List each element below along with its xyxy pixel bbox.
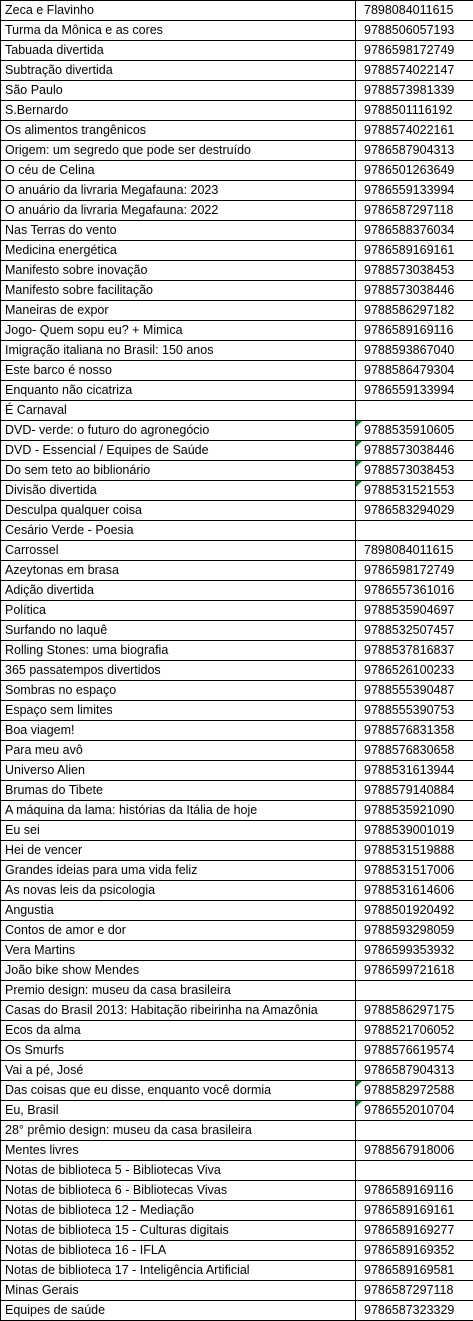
table-row [1, 1141, 473, 1161]
table-row [1, 681, 473, 701]
title-cell[interactable]: Notas de biblioteca 6 - Bibliotecas Vivas [1, 1181, 356, 1201]
title-cell[interactable]: Azeytonas em brasa [1, 561, 356, 581]
title-cell[interactable]: DVD- verde: o futuro do agronegócio [1, 421, 356, 441]
title-cell[interactable]: Os Smurfs [1, 1041, 356, 1061]
title-cell[interactable]: Notas de biblioteca 17 - Inteligência Artificial [1, 1261, 356, 1281]
isbn-cell[interactable] [356, 301, 473, 321]
isbn-value: 9788521706052 [364, 1023, 455, 1037]
isbn-value: 9788531614606 [364, 883, 455, 897]
table-row [1, 761, 473, 781]
title-cell[interactable]: Desculpa qualquer coisa [1, 501, 356, 521]
isbn-cell[interactable] [356, 121, 473, 141]
isbn-cell[interactable] [356, 1241, 473, 1261]
isbn-value: 9786589169161 [364, 243, 455, 257]
title-cell[interactable]: Sombras no espaço [1, 681, 356, 701]
isbn-cell[interactable] [356, 321, 473, 341]
isbn-cell[interactable] [356, 281, 473, 301]
isbn-value: 9788576619574 [364, 1043, 455, 1057]
isbn-value: 9786557361016 [364, 583, 455, 597]
table-row [1, 241, 473, 261]
table-row [1, 281, 473, 301]
table-row [1, 1041, 473, 1061]
isbn-cell[interactable] [356, 481, 473, 501]
table-row [1, 741, 473, 761]
isbn-cell[interactable] [356, 1101, 473, 1121]
table-row [1, 561, 473, 581]
isbn-cell[interactable] [356, 1081, 473, 1101]
table-row [1, 461, 473, 481]
title-cell[interactable]: Notas de biblioteca 5 - Bibliotecas Viva [1, 1161, 356, 1181]
table-row [1, 301, 473, 321]
table-row [1, 21, 473, 41]
isbn-value: 9788573038453 [364, 263, 455, 277]
table-row [1, 321, 473, 341]
title-cell[interactable]: 365 passatempos divertidos [1, 661, 356, 681]
isbn-value: 9786589169161 [364, 1203, 455, 1217]
isbn-cell[interactable] [356, 941, 473, 961]
title-cell[interactable]: Zeca e Flavinho [1, 1, 356, 21]
isbn-cell[interactable] [356, 681, 473, 701]
isbn-value: 9788574022147 [364, 63, 455, 77]
table-row [1, 861, 473, 881]
title-cell[interactable]: O anuário da livraria Megafauna: 2023 [1, 181, 356, 201]
title-cell[interactable]: Hei de vencer [1, 841, 356, 861]
title-cell[interactable]: Subtração divertida [1, 61, 356, 81]
isbn-value: 9788573038446 [364, 443, 455, 457]
isbn-value: 9786552010704 [364, 1103, 455, 1117]
isbn-cell[interactable] [356, 341, 473, 361]
title-cell[interactable]: Política [1, 601, 356, 621]
title-cell[interactable]: Os alimentos trangênicos [1, 121, 356, 141]
isbn-value: 9788576830658 [364, 743, 455, 757]
isbn-value: 9786559133994 [364, 183, 455, 197]
isbn-cell[interactable] [356, 781, 473, 801]
isbn-cell[interactable] [356, 181, 473, 201]
table-row [1, 781, 473, 801]
isbn-cell[interactable] [356, 541, 473, 561]
title-cell[interactable]: Espaço sem limites [1, 701, 356, 721]
title-cell[interactable]: Nas Terras do vento [1, 221, 356, 241]
isbn-value: 9786589169277 [364, 1223, 455, 1237]
isbn-cell[interactable] [356, 41, 473, 61]
isbn-cell[interactable] [356, 261, 473, 281]
table-row [1, 501, 473, 521]
isbn-value: 9788539001019 [364, 823, 455, 837]
table-row [1, 1081, 473, 1101]
isbn-cell[interactable] [356, 61, 473, 81]
isbn-cell[interactable] [356, 601, 473, 621]
table-row [1, 1181, 473, 1201]
isbn-cell[interactable] [356, 661, 473, 681]
table-row [1, 961, 473, 981]
isbn-cell[interactable] [356, 361, 473, 381]
table-row [1, 601, 473, 621]
table-row [1, 841, 473, 861]
table-row [1, 721, 473, 741]
title-cell[interactable]: DVD - Essencial / Equipes de Saúde [1, 441, 356, 461]
isbn-value: 9788586479304 [364, 363, 455, 377]
isbn-value: 9788501116192 [364, 103, 453, 117]
isbn-cell[interactable] [356, 241, 473, 261]
isbn-cell[interactable] [356, 101, 473, 121]
isbn-cell[interactable] [356, 1001, 473, 1021]
isbn-value: 9786526100233 [364, 663, 455, 677]
table-row [1, 181, 473, 201]
table-row [1, 1061, 473, 1081]
table-row [1, 541, 473, 561]
table-row [1, 801, 473, 821]
title-cell[interactable]: Imigração italiana no Brasil: 150 anos [1, 341, 356, 361]
isbn-cell[interactable] [356, 441, 473, 461]
title-cell[interactable]: Das coisas que eu disse, enquanto você dormia [1, 1081, 356, 1101]
isbn-value: 7898084011615 [364, 543, 454, 557]
isbn-value: 9788593298059 [364, 923, 455, 937]
isbn-value: 9788532507457 [364, 623, 455, 637]
isbn-value: 9786587904313 [364, 143, 455, 157]
table-row [1, 1161, 473, 1181]
error-indicator-icon [356, 421, 362, 427]
isbn-cell[interactable] [356, 1141, 473, 1161]
isbn-cell[interactable] [356, 1301, 473, 1321]
isbn-cell[interactable] [356, 881, 473, 901]
isbn-value: 9788579140884 [364, 783, 455, 797]
title-cell[interactable]: Medicina energética [1, 241, 356, 261]
isbn-value: 9786587297118 [364, 203, 454, 217]
isbn-cell[interactable] [356, 581, 473, 601]
table-row [1, 1221, 473, 1241]
isbn-value: 9788576831358 [364, 723, 455, 737]
isbn-value: 9786587297118 [364, 1283, 454, 1297]
table-row [1, 981, 473, 1001]
isbn-value: 7898084011615 [364, 3, 454, 17]
table-row [1, 401, 473, 421]
isbn-cell[interactable] [356, 901, 473, 921]
isbn-value: 9786598172749 [364, 43, 455, 57]
table-row [1, 201, 473, 221]
title-cell[interactable]: Angustia [1, 901, 356, 921]
isbn-cell[interactable] [356, 1021, 473, 1041]
title-cell[interactable]: Rolling Stones: uma biografia [1, 641, 356, 661]
title-cell[interactable]: Minas Gerais [1, 1281, 356, 1301]
isbn-cell[interactable] [356, 721, 473, 741]
title-cell[interactable]: Para meu avô [1, 741, 356, 761]
error-indicator-icon [356, 461, 362, 467]
isbn-value: 9788531521553 [364, 483, 455, 497]
isbn-cell[interactable] [356, 1201, 473, 1221]
isbn-cell[interactable] [356, 521, 473, 541]
isbn-value: 9788535921090 [364, 803, 455, 817]
title-cell[interactable]: Cesário Verde - Poesia [1, 521, 356, 541]
isbn-cell[interactable] [356, 1041, 473, 1061]
isbn-value: 9786587323329 [364, 1303, 455, 1317]
title-cell[interactable]: Brumas do Tibete [1, 781, 356, 801]
table-row [1, 161, 473, 181]
isbn-value: 9786501263649 [364, 163, 455, 177]
isbn-value: 9786599353932 [364, 943, 455, 957]
table-row [1, 81, 473, 101]
table-row [1, 381, 473, 401]
isbn-cell[interactable] [356, 501, 473, 521]
title-cell[interactable]: A máquina da lama: histórias da Itália de hoje [1, 801, 356, 821]
title-cell[interactable]: Contos de amor e dor [1, 921, 356, 941]
table-row [1, 121, 473, 141]
isbn-cell[interactable] [356, 1281, 473, 1301]
table-row [1, 481, 473, 501]
table-row [1, 261, 473, 281]
isbn-value: 9788535910605 [364, 423, 455, 437]
title-cell[interactable]: Grandes ideias para uma vida feliz [1, 861, 356, 881]
table-row [1, 621, 473, 641]
table-row [1, 1101, 473, 1121]
error-indicator-icon [356, 1101, 362, 1107]
isbn-cell[interactable] [356, 641, 473, 661]
table-row [1, 141, 473, 161]
title-cell[interactable]: Casas do Brasil 2013: Habitação ribeirinha na Amazônia [1, 1001, 356, 1021]
title-cell[interactable]: João bike show Mendes [1, 961, 356, 981]
isbn-cell[interactable] [356, 921, 473, 941]
isbn-cell[interactable] [356, 421, 473, 441]
title-cell[interactable]: Do sem teto ao biblionário [1, 461, 356, 481]
table-row [1, 101, 473, 121]
table-row [1, 1121, 473, 1141]
title-cell[interactable]: Ecos da alma [1, 1021, 356, 1041]
isbn-value: 9786559133994 [364, 383, 455, 397]
isbn-cell[interactable] [356, 381, 473, 401]
isbn-value: 9788531519888 [364, 843, 455, 857]
isbn-cell[interactable] [356, 801, 473, 821]
isbn-cell[interactable] [356, 21, 473, 41]
table-row [1, 521, 473, 541]
table-row [1, 821, 473, 841]
title-cell[interactable]: Este barco é nosso [1, 361, 356, 381]
isbn-value: 9786589169116 [364, 323, 454, 337]
title-cell[interactable]: Notas de biblioteca 12 - Mediação [1, 1201, 356, 1221]
table-row [1, 1001, 473, 1021]
isbn-cell[interactable] [356, 161, 473, 181]
isbn-cell[interactable] [356, 221, 473, 241]
isbn-value: 9788531517006 [364, 863, 455, 877]
isbn-value: 9788506057193 [364, 23, 455, 37]
isbn-cell[interactable] [356, 621, 473, 641]
title-cell[interactable]: Notas de biblioteca 15 - Culturas digitais [1, 1221, 356, 1241]
isbn-cell[interactable] [356, 761, 473, 781]
isbn-value: 9788531613944 [364, 763, 455, 777]
isbn-cell[interactable] [356, 961, 473, 981]
isbn-value: 9788555390753 [364, 703, 455, 717]
title-cell[interactable]: Equipes de saúde [1, 1301, 356, 1321]
title-cell[interactable]: Tabuada divertida [1, 41, 356, 61]
isbn-value: 9788582972588 [364, 1083, 455, 1097]
table-row [1, 1, 473, 21]
table-row [1, 1241, 473, 1261]
isbn-cell[interactable] [356, 401, 473, 421]
isbn-cell[interactable] [356, 821, 473, 841]
isbn-value: 9788586297182 [364, 303, 455, 317]
isbn-cell[interactable] [356, 141, 473, 161]
table-row [1, 581, 473, 601]
table-row [1, 1281, 473, 1301]
isbn-value: 9788574022161 [364, 123, 455, 137]
isbn-value: 9788586297175 [364, 1003, 455, 1017]
isbn-value: 9788537816837 [364, 643, 455, 657]
table-row [1, 41, 473, 61]
isbn-cell[interactable] [356, 981, 473, 1001]
isbn-cell[interactable] [356, 1121, 473, 1141]
title-cell[interactable]: Carrossel [1, 541, 356, 561]
title-cell[interactable]: Turma da Mônica e as cores [1, 21, 356, 41]
isbn-value: 9788573038446 [364, 283, 455, 297]
isbn-cell[interactable] [356, 201, 473, 221]
error-indicator-icon [356, 1081, 362, 1087]
isbn-value: 9788593867040 [364, 343, 455, 357]
isbn-cell[interactable] [356, 1161, 473, 1181]
title-cell[interactable]: São Paulo [1, 81, 356, 101]
title-cell[interactable]: É Carnaval [1, 401, 356, 421]
title-cell[interactable]: Manifesto sobre inovação [1, 261, 356, 281]
isbn-cell[interactable] [356, 561, 473, 581]
title-cell[interactable]: Manifesto sobre facilitação [1, 281, 356, 301]
isbn-cell[interactable] [356, 1, 473, 21]
table-body [1, 1, 473, 1321]
table-row [1, 641, 473, 661]
table-row [1, 921, 473, 941]
table-row [1, 421, 473, 441]
isbn-value: 9786587904313 [364, 1063, 455, 1077]
title-cell[interactable]: Jogo- Quem sopu eu? + Mimica [1, 321, 356, 341]
isbn-cell[interactable] [356, 1221, 473, 1241]
table-row [1, 221, 473, 241]
title-cell[interactable]: Enquanto não cicatriza [1, 381, 356, 401]
title-cell[interactable]: O anuário da livraria Megafauna: 2022 [1, 201, 356, 221]
title-cell[interactable]: Premio design: museu da casa brasileira [1, 981, 356, 1001]
title-cell[interactable]: Adição divertida [1, 581, 356, 601]
table-row [1, 881, 473, 901]
title-cell[interactable]: S.Bernardo [1, 101, 356, 121]
isbn-value: 9786599721618 [364, 963, 455, 977]
table-row [1, 701, 473, 721]
error-indicator-icon [356, 481, 362, 487]
title-cell[interactable]: Divisão divertida [1, 481, 356, 501]
isbn-cell[interactable] [356, 1181, 473, 1201]
title-cell[interactable]: Vera Martins [1, 941, 356, 961]
isbn-cell[interactable] [356, 461, 473, 481]
title-cell[interactable]: Vai a pé, José [1, 1061, 356, 1081]
isbn-value: 9786589169581 [364, 1263, 455, 1277]
isbn-value: 9788535904697 [364, 603, 455, 617]
title-cell[interactable]: Universo Alien [1, 761, 356, 781]
table-row [1, 61, 473, 81]
table-row [1, 1201, 473, 1221]
isbn-value: 9786588376034 [364, 223, 455, 237]
isbn-cell[interactable] [356, 741, 473, 761]
isbn-value: 9788501920492 [364, 903, 455, 917]
title-cell[interactable]: 28° prêmio design: museu da casa brasileira [1, 1121, 356, 1141]
isbn-value: 9786589169352 [364, 1243, 455, 1257]
isbn-value: 9788555390487 [364, 683, 455, 697]
isbn-cell[interactable] [356, 841, 473, 861]
table-row [1, 361, 473, 381]
title-cell[interactable]: As novas leis da psicologia [1, 881, 356, 901]
title-cell[interactable]: Origem: um segredo que pode ser destruído [1, 141, 356, 161]
title-cell[interactable]: Mentes livres [1, 1141, 356, 1161]
isbn-cell[interactable] [356, 861, 473, 881]
table-row [1, 941, 473, 961]
isbn-value: 9788573038453 [364, 463, 455, 477]
isbn-cell[interactable] [356, 1061, 473, 1081]
title-cell[interactable]: Notas de biblioteca 16 - IFLA [1, 1241, 356, 1261]
isbn-value: 9786583294029 [364, 503, 455, 517]
title-cell[interactable]: O céu de Celina [1, 161, 356, 181]
table-row [1, 1301, 473, 1321]
title-cell[interactable]: Maneiras de expor [1, 301, 356, 321]
isbn-cell[interactable] [356, 701, 473, 721]
table-row [1, 441, 473, 461]
isbn-value: 9788567918006 [364, 1143, 455, 1157]
table-row [1, 1261, 473, 1281]
isbn-value: 9786598172749 [364, 563, 455, 577]
isbn-value: 9788573981339 [364, 83, 455, 97]
isbn-cell[interactable] [356, 1261, 473, 1281]
table-row [1, 901, 473, 921]
title-cell[interactable]: Boa viagem! [1, 721, 356, 741]
isbn-cell[interactable] [356, 81, 473, 101]
title-cell[interactable]: Eu, Brasil [1, 1101, 356, 1121]
isbn-value: 9786589169116 [364, 1183, 454, 1197]
title-cell[interactable]: Surfando no laquê [1, 621, 356, 641]
table-row [1, 341, 473, 361]
table-row [1, 661, 473, 681]
table-row [1, 1021, 473, 1041]
title-cell[interactable]: Eu sei [1, 821, 356, 841]
error-indicator-icon [356, 441, 362, 447]
